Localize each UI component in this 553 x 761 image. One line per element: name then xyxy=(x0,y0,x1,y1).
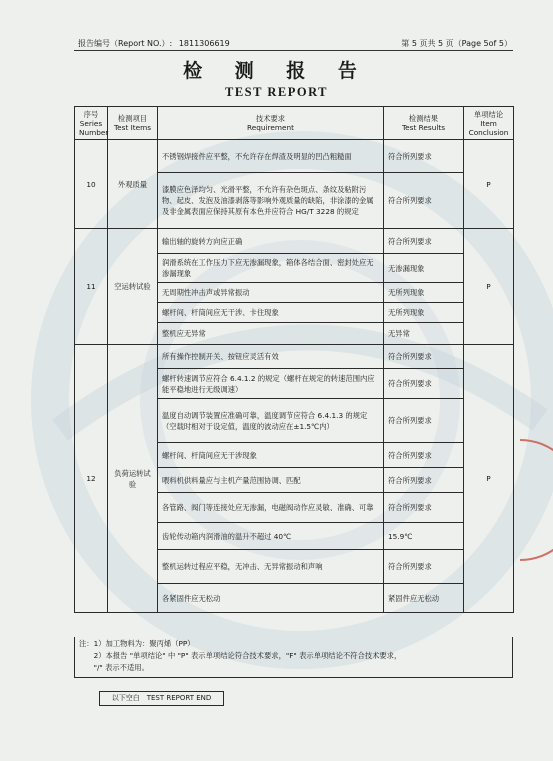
requirement-cell: 各紧固件应无松动 xyxy=(158,584,384,613)
result-cell: 符合所列要求 xyxy=(384,229,464,254)
result-cell: 符合所列要求 xyxy=(384,468,464,493)
result-cell: 无渗漏现象 xyxy=(384,254,464,283)
result-cell: 无所列现象 xyxy=(384,303,464,323)
requirement-cell: 所有操作控制开关、按钮应灵活有效 xyxy=(158,345,384,369)
requirement-cell: 螺杆间、杆筒间应无干涉现象 xyxy=(158,443,384,468)
test-item: 负荷运转试验 xyxy=(108,345,158,613)
test-item: 空运转试验 xyxy=(108,229,158,345)
conclusion-cell: P xyxy=(464,345,514,613)
column-header-item: 检测项目 Test Items xyxy=(108,107,158,140)
requirement-cell: 喂料机供料量应与主机产量范围协调、匹配 xyxy=(158,468,384,493)
result-cell: 符合所列要求 xyxy=(384,443,464,468)
requirement-cell: 输出轴的旋转方向应正确 xyxy=(158,229,384,254)
test-item: 外观质量 xyxy=(108,140,158,229)
result-cell: 符合所列要求 xyxy=(384,173,464,229)
header-divider xyxy=(74,50,513,51)
requirement-cell: 整机运转过程应平稳，无冲击、无异常振动和声响 xyxy=(158,550,384,584)
note-line: 注：1）加工物料为：聚丙烯（PP） xyxy=(79,639,195,648)
result-cell: 符合所列要求 xyxy=(384,140,464,173)
report-end-marker: 以下空白 TEST REPORT END xyxy=(99,691,224,706)
result-cell: 符合所列要求 xyxy=(384,493,464,523)
result-cell: 符合所列要求 xyxy=(384,550,464,584)
series-number: 12 xyxy=(75,345,108,613)
requirement-cell: 润滑系统在工作压力下应无渗漏现象，箱体各结合面、密封处应无渗漏现象 xyxy=(158,254,384,283)
table-row xyxy=(75,140,514,173)
note-line: "/" 表示不适用。 xyxy=(79,663,149,672)
requirement-cell: 齿轮传动箱内润滑油的温升不超过 40℃ xyxy=(158,523,384,550)
result-cell: 符合所列要求 xyxy=(384,369,464,399)
requirement-cell: 螺杆间、杆筒间应无干涉、卡住现象 xyxy=(158,303,384,323)
table-row xyxy=(75,345,514,369)
report-number: 1811306619 xyxy=(178,39,230,48)
column-header-requirement: 技术要求 Requirement xyxy=(158,107,384,140)
conclusion-cell: P xyxy=(464,140,514,229)
column-header-conclusion: 单项结论 Item Conclusion xyxy=(464,107,514,140)
result-cell: 15.9℃ xyxy=(384,523,464,550)
series-number: 11 xyxy=(75,229,108,345)
column-header-series: 序号 Series Number xyxy=(75,107,108,140)
table-notes xyxy=(74,637,513,678)
series-number: 10 xyxy=(75,140,108,229)
requirement-cell: 温度自动调节装置应准确可靠，温度调节应符合 6.4.1.3 的规定（空载时相对于设定值，温度的波动应在±1.5℃内） xyxy=(158,399,384,443)
requirement-cell: 漆膜应色泽均匀、光滑平整，不允许有杂色斑点、条纹及粘附污物、起皮、发泡及油漆剥落等影响外观质量的缺陷，非涂漆的金属及非金属表面应保持其原有本色并应符合 HG/T 3228 的规定 xyxy=(158,173,384,229)
requirement-cell: 各管路、阀门等连接处应无渗漏，电磁阀动作应灵敏、准确、可靠 xyxy=(158,493,384,523)
requirement-cell: 不锈钢焊接件应平整，不允许存在焊渣及明显的凹凸粗糙面 xyxy=(158,140,384,173)
column-header-result: 检测结果 Test Results xyxy=(384,107,464,140)
result-cell: 无异常 xyxy=(384,323,464,345)
page-info: 第 5 页共 5 页（Page 5of 5） xyxy=(401,39,512,48)
report-number-label: 报告编号（Report NO.）: xyxy=(78,39,173,48)
conclusion-cell: P xyxy=(464,229,514,345)
test-results-table xyxy=(74,106,514,613)
report-number-line xyxy=(78,38,230,49)
table-header-row xyxy=(75,107,514,140)
report-title-en: TEST REPORT xyxy=(224,85,328,99)
report-title-cn: 检 测 报 告 xyxy=(183,60,370,82)
table-row xyxy=(75,229,514,254)
note-line: 2）本报告 "单项结论" 中 "P" 表示单项结论符合技术要求，"F" 表示单项结论不符合技术要求， xyxy=(79,651,402,660)
result-cell: 无所列现象 xyxy=(384,283,464,303)
result-cell: 紧固件应无松动 xyxy=(384,584,464,613)
requirement-cell: 整机应无异常 xyxy=(158,323,384,345)
requirement-cell: 螺杆转速调节应符合 6.4.1.2 的规定（螺杆在规定的转速范围内应能平稳地进行无级调速） xyxy=(158,369,384,399)
requirement-cell: 无周期性冲击声或异常振动 xyxy=(158,283,384,303)
result-cell: 符合所列要求 xyxy=(384,345,464,369)
result-cell: 符合所列要求 xyxy=(384,399,464,443)
